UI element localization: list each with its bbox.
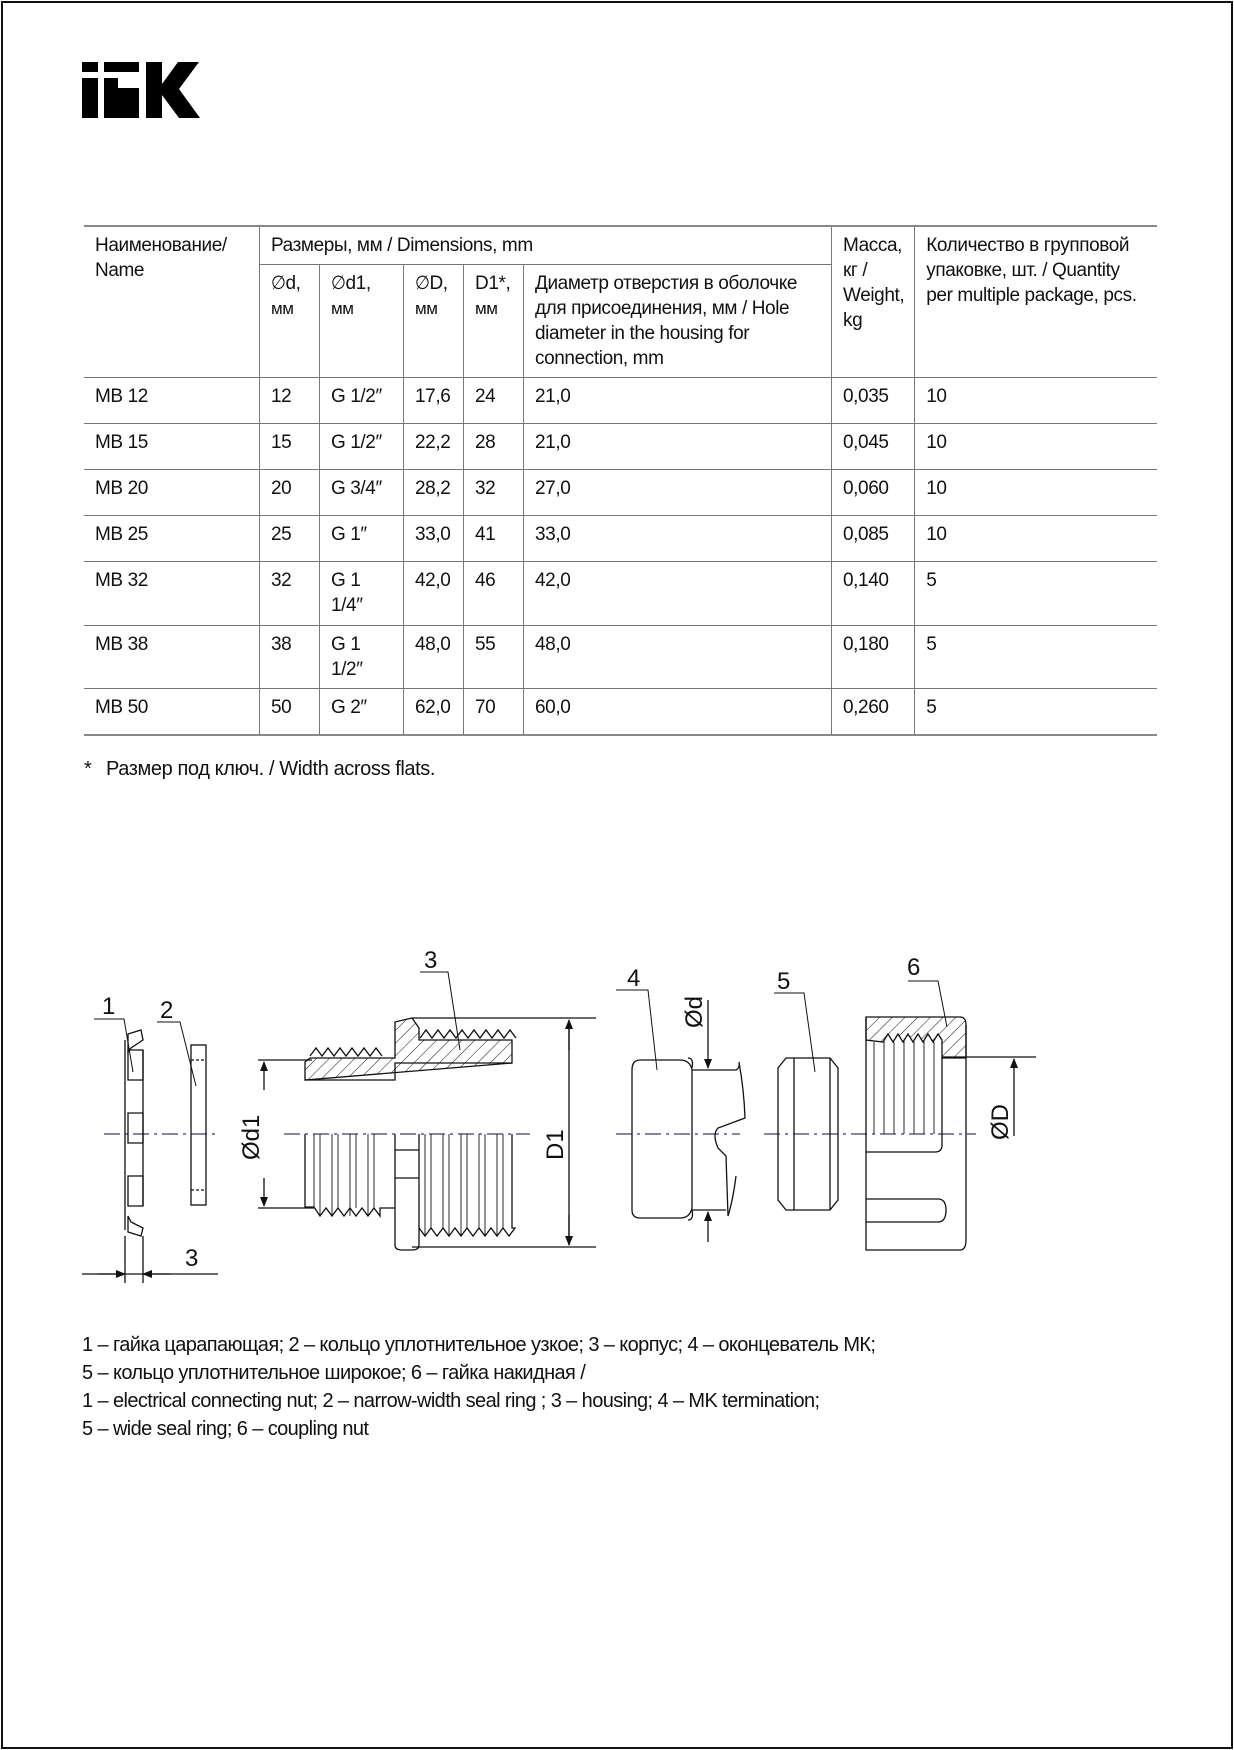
callout-3: 3 [424,947,438,974]
cell-d: 50 [260,688,320,735]
callout-2: 2 [160,997,174,1024]
cell-name: MB 12 [84,378,260,424]
callout-6: 6 [907,954,921,981]
cell-d1: G 2″ [320,688,404,735]
footnote-text: Размер под ключ. / Width across flats. [106,758,436,780]
cell-name: MB 32 [84,562,260,625]
cell-D: 33,0 [404,516,464,562]
cell-d: 32 [260,562,320,625]
table-row [84,562,1157,625]
footnote-mark: * [84,758,92,780]
cell-d: 12 [260,378,320,424]
callout-5: 5 [777,968,791,995]
footnote [84,758,435,781]
dimension-label-D1: D1 [542,1129,569,1160]
cell-name: MB 25 [84,516,260,562]
cell-weight: 0,260 [832,688,915,735]
cell-D: 28,2 [404,470,464,516]
header-weight: Масса, кг / Weight, kg [832,226,915,378]
dimension-label-thickness: 3 [185,1245,199,1272]
logo-k [146,62,200,118]
header-hole-diameter: Диаметр отверстия в оболочке для присоединения, мм / Hole diameter in the housing for connection, mm [524,265,832,378]
cell-weight: 0,045 [832,424,915,470]
parts-legend [82,1331,875,1443]
cell-d1: G 1/2″ [320,378,404,424]
cell-name: MB 20 [84,470,260,516]
table-row [84,625,1157,688]
header-D1: D1*, мм [464,265,524,378]
cell-hole: 48,0 [524,625,832,688]
dimension-label-d: Ød [681,995,708,1028]
cell-D: 22,2 [404,424,464,470]
table-row [84,470,1157,516]
dimension-label-D: ØD [987,1104,1014,1140]
cell-name: MB 38 [84,625,260,688]
cell-name: MB 15 [84,424,260,470]
cell-qty: 5 [915,688,1157,735]
cell-weight: 0,035 [832,378,915,424]
iek-logo [82,62,202,118]
cell-hole: 21,0 [524,424,832,470]
cell-d1: G 1″ [320,516,404,562]
cell-d1: G 3/4″ [320,470,404,516]
cell-d1: G 1/2″ [320,424,404,470]
table-row [84,516,1157,562]
legend-line: 5 – кольцо уплотнительное широкое; 6 – гайка накидная / [82,1362,586,1384]
cell-d: 15 [260,424,320,470]
cell-hole: 21,0 [524,378,832,424]
cell-D: 42,0 [404,562,464,625]
cell-D1: 28 [464,424,524,470]
cell-d: 25 [260,516,320,562]
cell-D: 17,6 [404,378,464,424]
logo-i-stem [82,78,98,118]
cell-hole: 60,0 [524,688,832,735]
cell-qty: 10 [915,378,1157,424]
cell-qty: 10 [915,516,1157,562]
cell-D1: 55 [464,625,524,688]
cell-hole: 42,0 [524,562,832,625]
header-name: Наименование/ Name [84,226,260,378]
cell-hole: 27,0 [524,470,832,516]
part-1-nut [125,1030,143,1283]
cell-d: 38 [260,625,320,688]
exploded-assembly-drawing [0,930,1234,1310]
cell-d1: G 1 1/4″ [320,562,404,625]
part-2-narrow-seal-ring [191,1045,206,1205]
cell-D1: 46 [464,562,524,625]
cell-d: 20 [260,470,320,516]
cell-d1: G 1 1/2″ [320,625,404,688]
cell-weight: 0,180 [832,625,915,688]
cell-D: 48,0 [404,625,464,688]
cell-D: 62,0 [404,688,464,735]
cell-hole: 33,0 [524,516,832,562]
header-dimensions-group: Размеры, мм / Dimensions, mm [260,226,832,265]
cell-name: MB 50 [84,688,260,735]
specification-table [84,225,1157,736]
header-d: ∅d, мм [260,265,320,378]
cell-D1: 24 [464,378,524,424]
legend-line: 5 – wide seal ring; 6 – coupling nut [82,1418,369,1440]
table-row [84,378,1157,424]
dimension-label-d1: Ød1 [238,1114,265,1160]
logo-i-dot [82,62,98,72]
cell-weight: 0,085 [832,516,915,562]
header-D: ∅D, мм [404,265,464,378]
cell-D1: 32 [464,470,524,516]
cell-qty: 10 [915,424,1157,470]
legend-line: 1 – гайка царапающая; 2 – кольцо уплотнительное узкое; 3 – корпус; 4 – оконцеватель МК; [82,1334,876,1356]
callout-1: 1 [102,993,116,1020]
cell-qty: 10 [915,470,1157,516]
header-d1: ∅d1, мм [320,265,404,378]
header-quantity: Количество в групповой упаковке, шт. / Quantity per multiple package, pcs. [915,226,1157,378]
cell-qty: 5 [915,625,1157,688]
legend-line: 1 – electrical connecting nut; 2 – narrow-width seal ring ; 3 – housing; 4 – MK termination; [82,1390,820,1412]
table-row [84,688,1157,735]
cell-weight: 0,060 [832,470,915,516]
cell-D1: 41 [464,516,524,562]
cell-qty: 5 [915,562,1157,625]
cell-weight: 0,140 [832,562,915,625]
cell-D1: 70 [464,688,524,735]
table-row [84,424,1157,470]
callout-4: 4 [627,965,641,992]
callout-leaders [94,972,947,1086]
part-4-mk-termination [632,1000,745,1242]
